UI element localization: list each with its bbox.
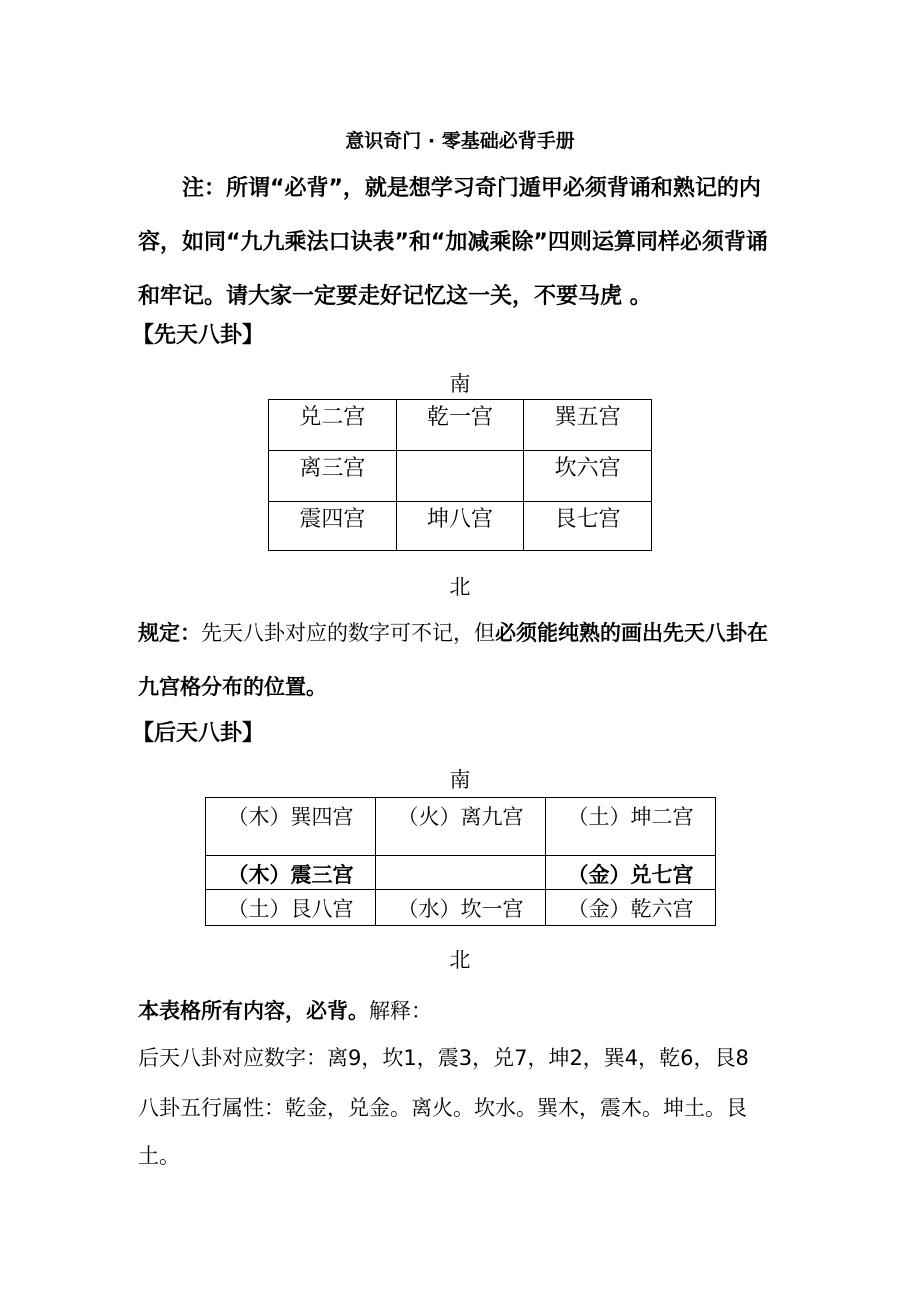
houtian-cell: （土）坤二宫 [546, 798, 716, 856]
houtian-cell: （木）震三宫 [206, 856, 376, 890]
houtian-cell: （金）兑七宫 [546, 856, 716, 890]
xiantian-cell: 艮七宫 [524, 502, 652, 551]
intro-paragraph: 注：所谓“必背”，就是想学习奇门遁甲必须背诵和熟记的内容，如同“九九乘法口诀表”和“加减乘除”四则运算同样必须背诵和牢记。请大家一定要走好记忆这一关，不要马虎 。 [138, 176, 768, 309]
xiantian-north-label: 北 [449, 575, 471, 599]
houtian-cell: （木）巽四宫 [206, 798, 376, 856]
houtian-north-label: 北 [449, 948, 471, 972]
xiantian-cell: 震四宫 [269, 502, 397, 551]
numbers-line: 后天八卦对应数字：离9，坎1，震3，兑7，坤2，巽4，乾6，艮8 [138, 1046, 749, 1070]
houtian-heading: 【后天八卦】 [132, 721, 265, 746]
houtian-grid [205, 797, 716, 926]
xiantian-rule [138, 606, 788, 714]
rule-label: 规定： [138, 621, 201, 645]
houtian-cell: （水）坎一宫 [376, 890, 546, 926]
explain-label: 解释： [369, 999, 432, 1023]
houtian-cell-center [376, 856, 546, 890]
notes-heading-line [138, 995, 432, 1025]
houtian-cell: （土）艮八宫 [206, 890, 376, 926]
rule-emphasis: 必须能纯熟的画出先天八卦在九宫格分布的位置。 [138, 621, 768, 699]
xiantian-heading: 【先天八卦】 [132, 323, 265, 348]
xiantian-cell: 坤八宫 [396, 502, 524, 551]
xiantian-grid [268, 399, 652, 551]
houtian-cell: （火）离九宫 [376, 798, 546, 856]
xiantian-cell: 巽五宫 [524, 400, 652, 451]
xiantian-cell: 坎六宫 [524, 451, 652, 502]
houtian-south-label: 南 [449, 768, 471, 792]
xiantian-cell: 乾一宫 [396, 400, 524, 451]
houtian-cell: （金）乾六宫 [546, 890, 716, 926]
xiantian-cell: 兑二宫 [269, 400, 397, 451]
wuxing-line-continued: 土。 [138, 1144, 180, 1168]
page-title: 意识奇门 · 零基础必背手册 [345, 130, 575, 152]
wuxing-line: 八卦五行属性：乾金，兑金。离火。坎水。巽木，震木。坤土。艮 [138, 1096, 747, 1120]
xiantian-cell: 离三宫 [269, 451, 397, 502]
must-recite-text: 本表格所有内容，必背。 [138, 999, 369, 1023]
xiantian-south-label: 南 [449, 372, 471, 396]
rule-text: 先天八卦对应的数字可不记，但 [201, 621, 495, 645]
xiantian-cell-center [396, 451, 524, 502]
